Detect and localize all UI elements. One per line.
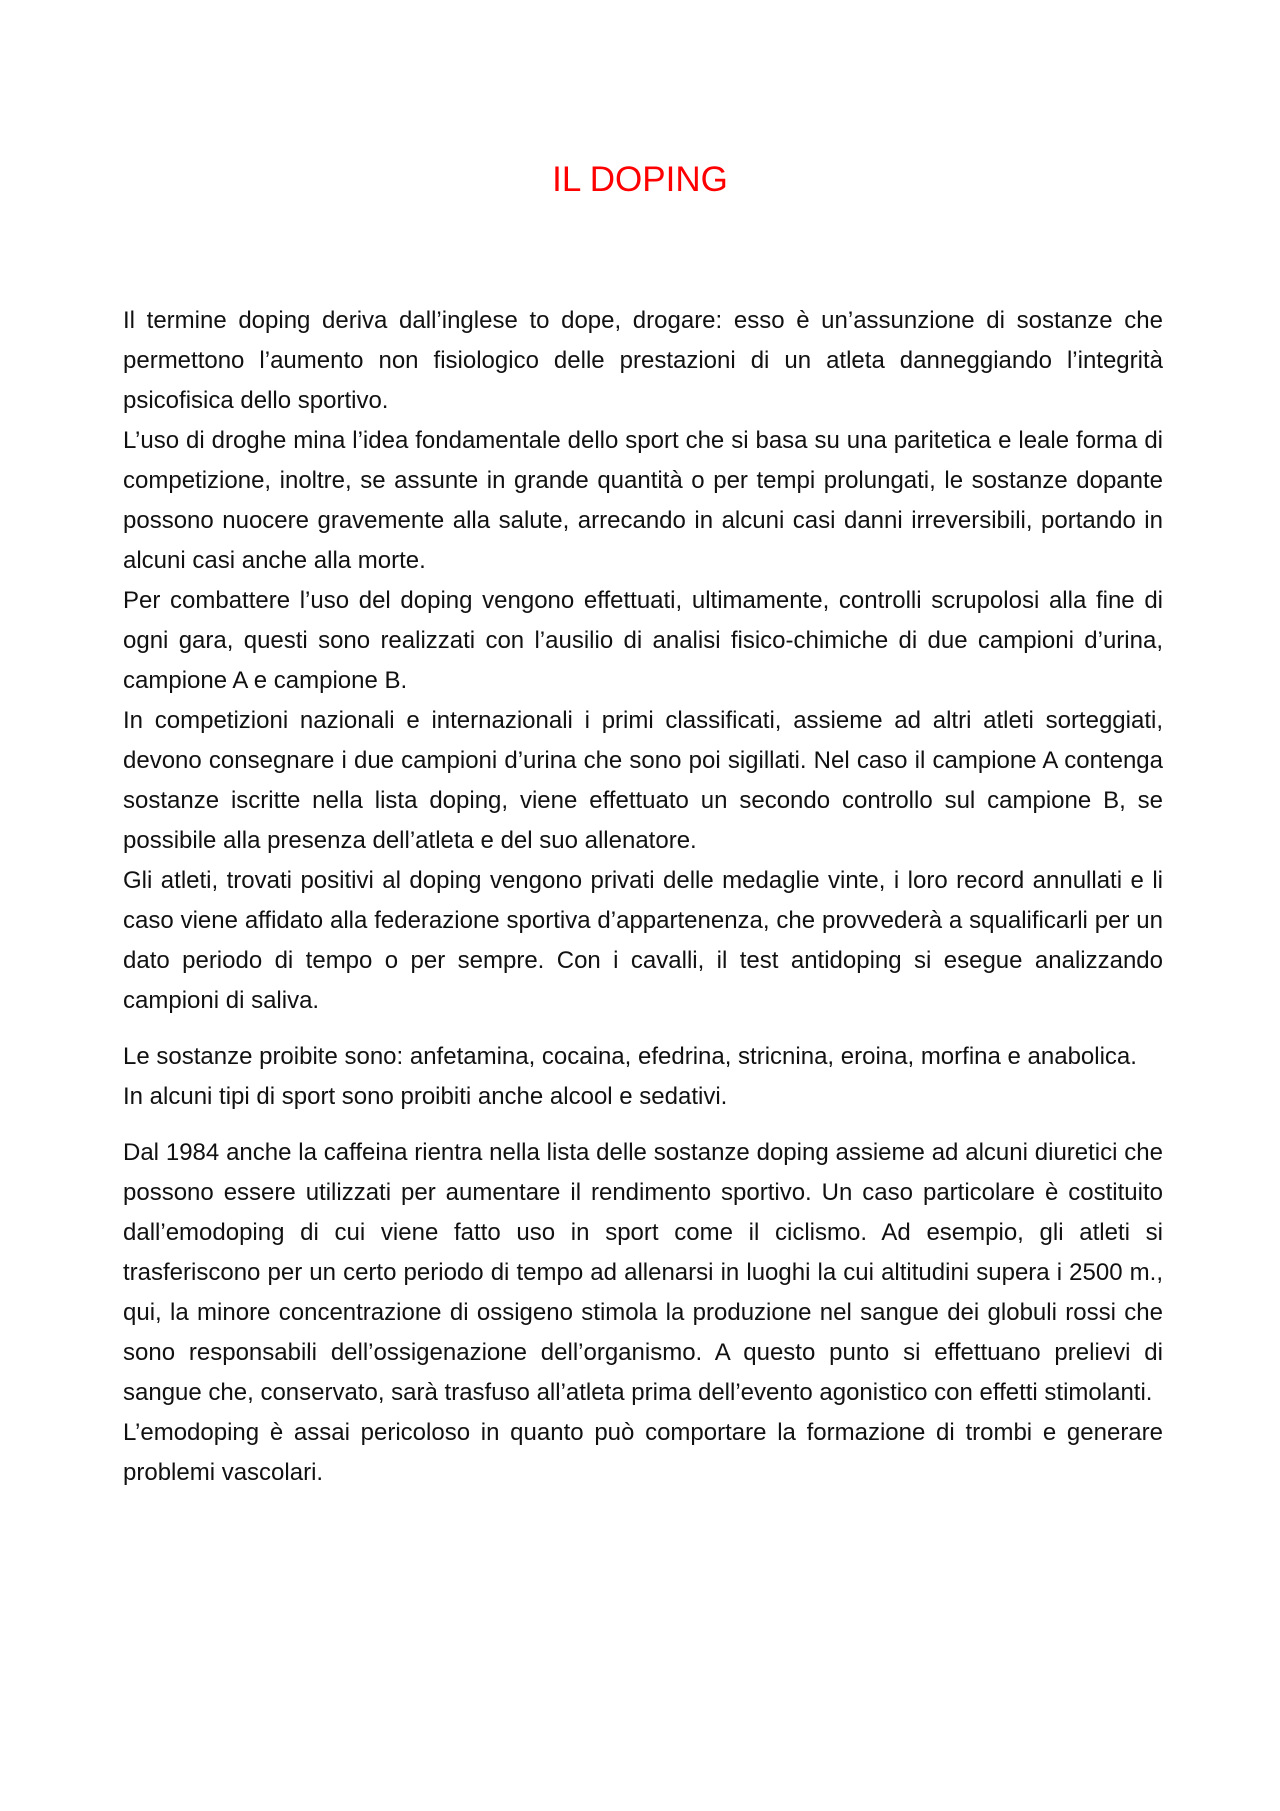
paragraph-caffeine-emodoping: Dal 1984 anche la caffeina rientra nella lista delle sostanze doping assieme ad alcuni diuretici che possono essere utilizzati per aumentare il rendimento sportivo. Un caso particolare è costituito dall’emodoping di cui viene fatto uso in sport come il ciclismo. Ad esempio, gli atleti si trasferiscono per un certo periodo di tempo ad allenarsi in luoghi la cui altitudini supera i 2500 m., qui, la minore concentrazione di ossigeno stimola la produzione nel sangue dei globuli rossi che sono responsabili dell’ossigenazione dell’organismo. A questo punto si effettuano prelievi di sangue che, conservato, sarà trasfuso all’atleta prima dell’evento agonistico con effetti stimolanti. <box>123 1139 1163 1406</box>
paragraph-prohibited-substances: Le sostanze proibite sono: anfetamina, cocaina, efedrina, stricnina, eroina, morfina e anabolica. <box>123 1043 1137 1070</box>
paragraph-health-risks: L’uso di droghe mina l’idea fondamentale dello sport che si basa su una paritetica e leale forma di competizione, inoltre, se assunte in grande quantità o per tempi prolungati, le sostanze dopante possono nuocere gravemente alla salute, arrecando in alcuni casi danni irreversibili, portando in alcuni casi anche alla morte. <box>123 427 1163 574</box>
document-body <box>123 301 1163 1493</box>
paragraph-emodoping-risks: L’emodoping è assai pericoloso in quanto può comportare la formazione di trombi e generare problemi vascolari. <box>123 1419 1163 1486</box>
paragraph-sanctions: Gli atleti, trovati positivi al doping vengono privati delle medaglie vinte, i loro record annullati e li caso viene affidato alla federazione sportiva d’appartenenza, che provvederà a squalificarli per un dato periodo di tempo o per sempre. Con i cavalli, il test antidoping si esegue analizzando campioni di saliva. <box>123 867 1163 1014</box>
paragraph-definition: Il termine doping deriva dall’inglese to dope, drogare: esso è un’assunzione di sostanze che permettono l’aumento non fisiologico delle prestazioni di un atleta danneggiando l’integrità psicofisica dello sportivo. <box>123 307 1163 414</box>
page-title: IL DOPING <box>552 160 728 199</box>
paragraph-controls: Per combattere l’uso del doping vengono effettuati, ultimamente, controlli scrupolosi alla fine di ogni gara, questi sono realizzati con l’ausilio di analisi fisico-chimiche di due campioni d’urina, campione A e campione B. <box>123 587 1163 694</box>
paragraph-alcohol-sedatives: In alcuni tipi di sport sono proibiti anche alcool e sedativi. <box>123 1083 728 1110</box>
paragraph-competitions: In competizioni nazionali e internazionali i primi classificati, assieme ad altri atleti sorteggiati, devono consegnare i due campioni d’urina che sono poi sigillati. Nel caso il campione A contenga sostanze iscritte nella lista doping, viene effettuato un secondo controllo sul campione B, se possibile alla presenza dell’atleta e del suo allenatore. <box>123 707 1163 854</box>
